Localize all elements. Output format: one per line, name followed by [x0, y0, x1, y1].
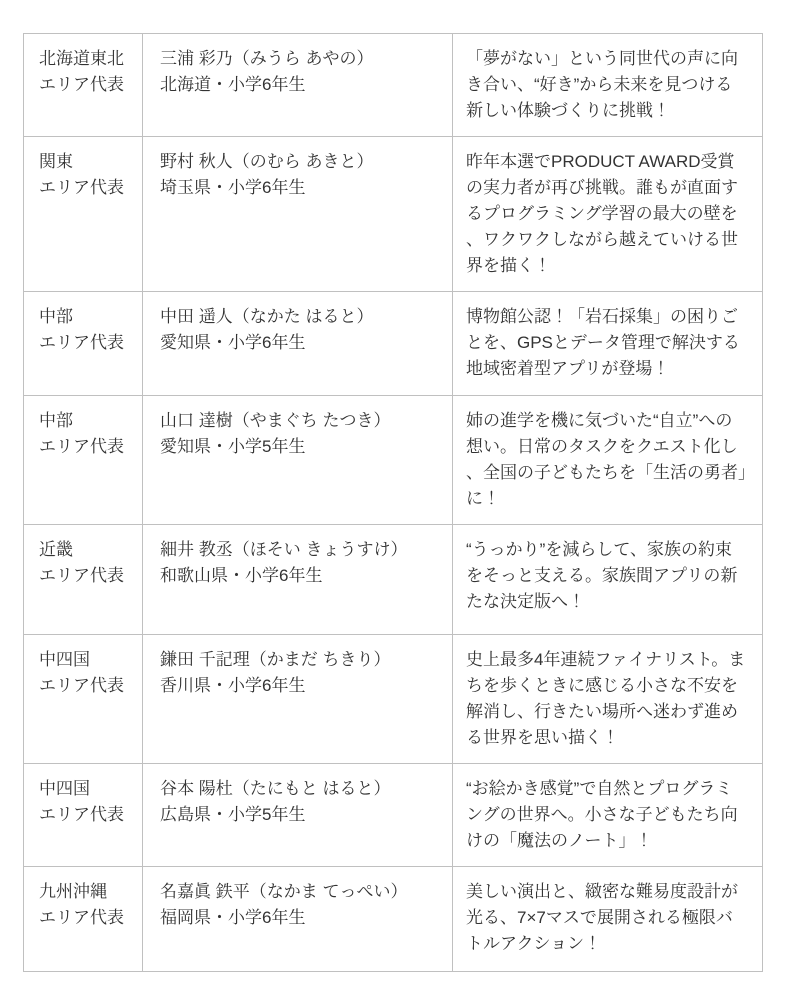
description-text: 博物館公認！「岩石採集」の困りごとを、GPSとデータ管理で解決する地域密着型アプリが登場！	[466, 307, 740, 378]
table-row	[24, 525, 763, 635]
person-profile: 埼玉県・小学6年生	[160, 178, 306, 197]
description-text: 姉の進学を機に気づいた“自立”への想い。日常のタスクをクエスト化し、全国の子どもたちを「生活の勇者」に！	[466, 411, 747, 508]
description-text: “お絵かき感覚”で自然とプログラミングの世界へ。小さな子どもたち向けの「魔法のノート」！	[466, 779, 738, 850]
area-cell	[24, 292, 143, 396]
table-row	[24, 867, 763, 972]
table-row	[24, 292, 763, 396]
table-body	[24, 34, 763, 972]
area-region-label: 九州沖縄	[39, 882, 107, 901]
person-name: 三浦 彩乃（みうら あやの）	[160, 49, 374, 68]
table-row	[24, 635, 763, 764]
area-region-label: 関東	[39, 152, 73, 171]
description-text: 史上最多4年連続ファイナリスト。まちを歩くときに感じる小さな不安を解消し、行きたい場所へ迷わず進める世界を思い描く！	[466, 650, 746, 747]
person-name: 名嘉眞 鉄平（なかま てっぺい）	[160, 882, 408, 901]
area-cell	[24, 137, 143, 292]
person-cell	[143, 34, 453, 137]
area-role-label: エリア代表	[39, 437, 124, 456]
area-region-label: 中四国	[39, 650, 90, 669]
description-text: 美しい演出と、緻密な難易度設計が光る、7×7マスで展開される極限バトルアクション！	[466, 882, 738, 953]
area-cell	[24, 764, 143, 867]
person-name: 鎌田 千記理（かまだ ちきり）	[160, 650, 391, 669]
description-cell	[453, 34, 763, 137]
description-cell	[453, 396, 763, 525]
person-profile: 広島県・小学5年生	[160, 805, 306, 824]
person-profile: 北海道・小学6年生	[160, 75, 306, 94]
description-cell	[453, 292, 763, 396]
description-cell	[453, 525, 763, 635]
area-region-label: 中部	[39, 411, 73, 430]
person-cell	[143, 137, 453, 292]
description-cell	[453, 764, 763, 867]
person-profile: 愛知県・小学5年生	[160, 437, 306, 456]
person-name: 中田 遥人（なかた はると）	[160, 307, 374, 326]
person-cell	[143, 396, 453, 525]
description-cell	[453, 137, 763, 292]
description-text: 昨年本選でPRODUCT AWARD受賞の実力者が再び挑戦。誰もが直面するプログラミング学習の最大の壁を、ワクワクしながら越えていける世界を描く！	[466, 152, 738, 275]
person-cell	[143, 292, 453, 396]
area-role-label: エリア代表	[39, 333, 124, 352]
person-profile: 和歌山県・小学6年生	[160, 566, 323, 585]
description-text: 「夢がない」という同世代の声に向き合い、“好き”から未来を見つける新しい体験づくりに挑戦！	[466, 49, 738, 120]
area-role-label: エリア代表	[39, 908, 124, 927]
person-profile: 福岡県・小学6年生	[160, 908, 306, 927]
person-cell	[143, 635, 453, 764]
area-cell	[24, 867, 143, 972]
description-text: “うっかり”を減らして、家族の約束をそっと支える。家族間アプリの新たな決定版へ！	[466, 540, 738, 611]
person-name: 野村 秋人（のむら あきと）	[160, 152, 374, 171]
description-cell	[453, 867, 763, 972]
area-role-label: エリア代表	[39, 805, 124, 824]
person-cell	[143, 764, 453, 867]
area-role-label: エリア代表	[39, 676, 124, 695]
area-region-label: 北海道東北	[39, 49, 124, 68]
area-region-label: 中四国	[39, 779, 90, 798]
table-row	[24, 34, 763, 137]
area-cell	[24, 525, 143, 635]
person-name: 細井 教丞（ほそい きょうすけ）	[160, 540, 408, 559]
finalists-table	[23, 33, 763, 972]
description-cell	[453, 635, 763, 764]
person-profile: 愛知県・小学6年生	[160, 333, 306, 352]
person-profile: 香川県・小学6年生	[160, 676, 306, 695]
area-role-label: エリア代表	[39, 75, 124, 94]
area-cell	[24, 34, 143, 137]
area-role-label: エリア代表	[39, 178, 124, 197]
table-row	[24, 396, 763, 525]
area-cell	[24, 635, 143, 764]
person-name: 谷本 陽杜（たにもと はると）	[160, 779, 391, 798]
person-name: 山口 達樹（やまぐち たつき）	[160, 411, 391, 430]
table-row	[24, 764, 763, 867]
area-cell	[24, 396, 143, 525]
area-role-label: エリア代表	[39, 566, 124, 585]
table-row	[24, 137, 763, 292]
area-region-label: 中部	[39, 307, 73, 326]
person-cell	[143, 525, 453, 635]
person-cell	[143, 867, 453, 972]
area-region-label: 近畿	[39, 540, 73, 559]
